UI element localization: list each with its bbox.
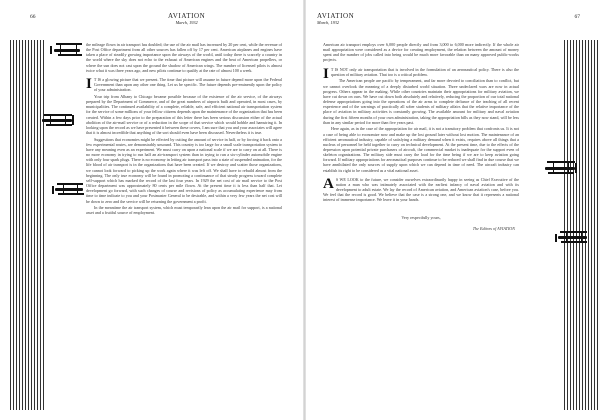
- paragraph: A S WE LOOK to the future, we consider ourselves extraordinarily happy in seeing as Chief Executive of the nation a man who was intimately associated with the earliest infancy of naval aviation and with its development to adult estate. We lay the record of American aviation, and American aviation's case, before you. We feel that the record is good. We believe that the case is a strong one, and we know that it represents a national interest of immense importance. We leave it in your hands.: [323, 175, 519, 203]
- paragraph: Your trip from Albany to Chicago became possible because of the existence of the air service, of the airways prepared by the Department of Commerce, and of the great numbers of airports built and operated, in most cases, by municipalities. The continued availability of a complete, reliable, safe, and efficient national air transportation system for the service of some millions of your fellow citizens depends upon the maintenance of the organization that has been created. Within a few days prior to the preparation of this letter there has been serious discussion either of the actual abolition of the air-mail service or of a reduction in the scope of that service which would hobble and hamstring it. In looking upon the record as we have presented it between these covers, I am sure that you and your associates will agree that it is almost incredible that anything of the sort should even have been discussed. Nevertheless it is true.: [86, 93, 282, 135]
- drop-cap: A: [323, 175, 334, 192]
- paragraph: I T IS a glowing picture that we present. The time that picture will assume in future depend more upon the Federal Government than upon any other one thing. Let us be specific. The future depends pre-eminently upon the policy of your administration.: [86, 75, 282, 93]
- biplane-icon: [52, 180, 88, 204]
- drop-cap: I: [86, 75, 92, 92]
- right-page: [305, 0, 610, 420]
- page-number: 66: [30, 14, 36, 20]
- biplane-icon: [50, 40, 86, 64]
- running-head: [168, 12, 205, 25]
- paragraph: I T IS NOT only air transportation that is involved in the formulation of an aeronautical policy. There is also the question of military aviation. That too is a critical problem.: [323, 65, 519, 82]
- margin-rules: [10, 40, 48, 410]
- paragraph: Here again, as in the case of the appropriation for air mail, it is not a transitory problem that confronts us. It is not a case of being able to economize now and make up the lost ground later without lost motion. The maintenance of an efficient aeronautical industry, capable of satisfying a military demand when it exists, requires above all things that a nucleus of personnel be held together to carry on technical development. At the present time, due to the effects of the depression upon potential private purchasers of aircraft, the commercial market is inadequate for the support even of skeleton organizations. The military side must carry the load for the time being if we are to keep aviation going forward. If military appropriations for aeronautical purposes continue to be reduced we shall find in due course that we have annihilated the only sources of supply upon which we can depend in time of need. The aircraft industry can establish its right to be considered as a vital national asset.: [323, 126, 519, 173]
- paragraph: the mileage flown in air transport has doubled; the use of the air mail has increased by 20 per cent, while the revenue of the Post Office department from all other sources has fallen off by 17 per cent. American airplanes and engines have taken a place of steadily growing importance upon the airways of the world, until today there is scarcely a country in the world where the sky does not echo to the exhaust of American engines and the beat of American propellers, or where the sun does not cast upon the ground the shadow of American wings. The number of licensed pilots is almost twice what it was three years ago, and new pilots continue to qualify at the rate of almost 100 a week.: [86, 42, 282, 73]
- biplane-icon: [40, 110, 76, 134]
- paragraph: American air transport employs over 6,000 people directly and from 3,000 to 6,000 more indirectly. If the whole air mail appropriation were considered as a device for creating employment, the relation between the amount of money spent and the number of jobs called into being would be much more favorable than on many approved public-works projects.: [323, 42, 519, 63]
- drop-cap: I: [323, 65, 329, 82]
- left-text-column: [86, 42, 282, 217]
- signature: The Editors of AVIATION: [472, 225, 515, 231]
- biplane-icon: [555, 228, 591, 252]
- paragraph: Suggestions that economies might be effected by cutting the amount of service in half, or by forcing it back onto a few experimental routes, are demonstrably unsound. This country is too large for a small scale transportation system to have any meaning even as an experiment. We must carry on upon a national scale if we are to carry on at all. There is no more economy in trying to run half an air-transport system than in trying to run a six-cylinder automobile engine with only four spark plugs. There is no economy in letting air transport pass into a state of suspended animation, for the life blood of air transport is in the organizations that have been created. If we destroy and scatter those organizations, we cannot look forward to picking up the work again where it was left off. We shall have to rebuild almost from the beginning. The only true economy will be found in promoting a continuance of that steady progress toward complete self-support which has marked the record of the last four years. In 1929 the net cost of air mail service to the Post Office department was approximately 80 cents per mile flown. At the present time it is less than half that. Let development go forward, with such changes of course and revisions of policy as accumulating experience may from time to time indicate to you and your Postmaster General to be desirable, and within a very few years the net cost will be down to zero and the service will be returning the government a profit.: [86, 136, 282, 204]
- paragraph: The American people are pacific by temperament, and far more devoted to conciliation than to conflict, but we cannot overlook the meaning of a deeply disturbed world situation. Three undeclared wars are now in actual progress. Others appear in the making. While other countries maintain their appropriations for military aviation, we have cut down on ours. We have cut down both absolutely and relatively, reducing the proportion of our total national defense appropriations going into the operations of the air arms to complete defiance of the teaching of all recent experience and of the warnings of practically all sober students of military affairs that the relative importance of the place of aviation in military activities is constantly growing. The available amount for military and naval aviation during the first fifteen months of your own administration, taking the appropriation bills as they now stand, will be less than in any similar period for more than five years past.: [323, 78, 519, 125]
- margin-rules: [564, 40, 602, 410]
- running-head-date: March, 1932: [175, 20, 198, 25]
- biplane-icon: [543, 158, 579, 182]
- running-head-title: AVIATION: [168, 12, 206, 20]
- closing-line: Very respectfully yours,: [401, 214, 441, 220]
- running-head-date: March, 1932: [317, 20, 340, 25]
- right-text-column: [323, 42, 519, 232]
- page-number: 67: [574, 14, 580, 20]
- running-head: [317, 12, 354, 25]
- paragraph: In the meantime the air transport system, which must temporarily lean upon the air mail for support, is a national asset and a fruitful source of employment.: [86, 205, 282, 216]
- running-head-title: AVIATION: [317, 12, 355, 20]
